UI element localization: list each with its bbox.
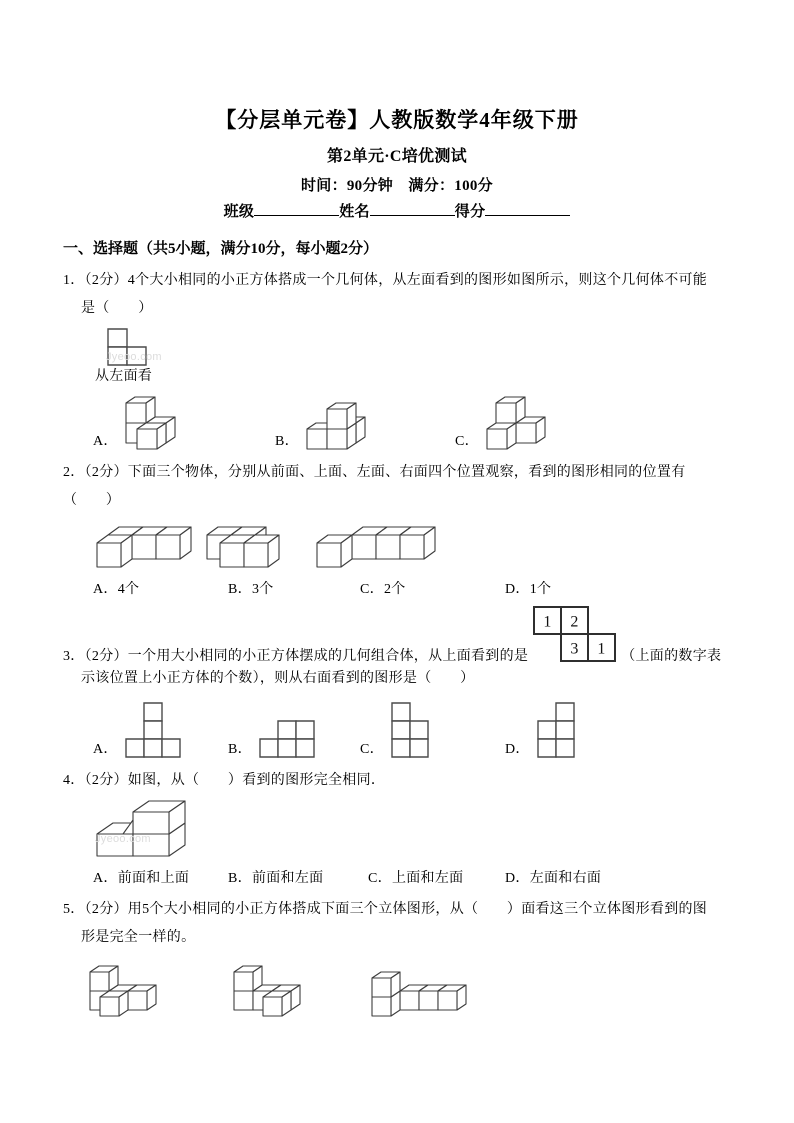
q4-option-b[interactable] (228, 869, 323, 888)
question-3 (63, 605, 731, 759)
cube-figure-a (124, 395, 177, 451)
q2-option-c[interactable] (360, 580, 406, 599)
view-grid-figure-a (124, 701, 182, 759)
q3-text-after-figure: （上面的数字表 (621, 649, 722, 664)
q2-option-d[interactable] (505, 580, 551, 599)
option-d-label: D． (505, 742, 530, 757)
score-label: 得分 (454, 204, 486, 220)
q1-options (63, 393, 731, 451)
cube-figure-c (485, 395, 547, 451)
time-score-line: 时间：90分钟 满分：100分 (300, 178, 493, 194)
q2-object-1-figure (95, 525, 193, 569)
q1-figure-caption: 从左面看 (95, 369, 153, 384)
q1-option-a[interactable] (93, 395, 177, 451)
q4-options (63, 864, 731, 888)
q2-figures (63, 519, 731, 569)
q4-figure-wrap (95, 799, 215, 858)
q1-option-b[interactable] (275, 401, 367, 451)
option-c-label: C．上面和左面 (368, 871, 464, 886)
q5-solid-3-figure (370, 970, 468, 1018)
q2-option-a[interactable] (93, 580, 139, 599)
q1-option-c[interactable] (455, 395, 547, 451)
option-c-label: C． (455, 434, 479, 449)
q4-option-d[interactable] (505, 869, 601, 888)
view-grid-figure-b (258, 719, 316, 759)
option-c-label: C．2个 (360, 582, 406, 597)
q3-option-d[interactable] (505, 701, 576, 759)
option-d-label: D．1个 (505, 582, 552, 597)
name-blank[interactable] (370, 200, 455, 216)
left-view-grid-figure (106, 327, 226, 367)
svg-text:3: 3 (570, 640, 579, 658)
q3-text-line1 (63, 605, 731, 665)
q5-figures (63, 956, 731, 1018)
top-view-number-grid-figure (532, 605, 617, 663)
q3-option-b[interactable] (228, 719, 316, 759)
svg-text:1: 1 (597, 640, 606, 658)
option-a-label: A．4个 (93, 582, 140, 597)
name-label: 姓名 (339, 204, 370, 220)
q4-option-c[interactable] (368, 869, 463, 888)
q3-text-before-figure: 3．（2分）一个用大小相同的小正方体摆成的几何组合体，从上面看到的是 (63, 649, 529, 664)
q4-cube-figure (95, 799, 215, 858)
q3-options (63, 699, 731, 759)
option-b-label: B．3个 (228, 582, 274, 597)
q2-text: 2．（2分）下面三个物体，分别从前面、上面、左面、右面四个位置观察，看到的图形相同的位置有（ ） (63, 465, 686, 508)
option-b-label: B． (228, 742, 252, 757)
score-blank[interactable] (485, 200, 570, 216)
q2-option-b[interactable] (228, 580, 274, 599)
view-grid-figure-d (536, 701, 576, 759)
watermark: Jyeoo.com (106, 351, 162, 363)
question-5 (63, 896, 731, 1018)
option-c-label: C． (360, 742, 384, 757)
watermark: Jyeoo.com (95, 833, 151, 845)
q2-object-2-figure (205, 525, 281, 569)
q5-solid-2-figure (232, 964, 302, 1018)
option-a-label: A． (93, 742, 118, 757)
question-2 (63, 459, 731, 599)
class-label: 班级 (223, 204, 255, 220)
class-blank[interactable] (254, 200, 339, 216)
q3-option-c[interactable] (360, 701, 430, 759)
q3-text-line2: 示该位置上小正方体的个数），则从右面看到的图形是（ ） (81, 671, 475, 686)
q1-text-line1: 1．（2分）4个大小相同的小正方体搭成一个几何体，从左面看到的图形如图所示，则这个几何体不可能 (63, 273, 708, 288)
q5-text-line1: 5．（2分）用5个大小相同的小正方体搭成下面三个立体图形，从（ ）面看这三个立体图形看到的图 (63, 902, 708, 917)
question-1 (63, 267, 731, 451)
option-d-label: D．左面和右面 (505, 871, 602, 886)
option-b-label: B． (275, 434, 299, 449)
q4-option-a[interactable] (93, 869, 189, 888)
q4-text: 4．（2分）如图，从（ ）看到的图形完全相同． (63, 773, 386, 788)
question-4 (63, 767, 731, 888)
option-a-label: A．前面和上面 (93, 871, 190, 886)
svg-text:2: 2 (570, 613, 579, 631)
option-a-label: A． (93, 434, 118, 449)
section-heading: 一、选择题（共5小题，满分10分，每小题2分） (63, 241, 379, 257)
q3-option-a[interactable] (93, 701, 182, 759)
q5-solid-1-figure (88, 964, 158, 1018)
q1-left-view-figure (106, 327, 226, 367)
q1-text-line2: 是（ ） (81, 301, 153, 316)
q5-text-line2: 形是完全一样的。 (81, 930, 196, 945)
q2-object-3-figure (315, 525, 437, 569)
svg-text:1: 1 (543, 613, 552, 631)
view-grid-figure-c (390, 701, 430, 759)
cube-figure-b (305, 401, 367, 451)
page-subtitle: 第2单元·C培优测试 (327, 148, 467, 165)
page-title: 【分层单元卷】人教版数学4年级下册 (215, 108, 579, 132)
student-info-line (63, 200, 731, 223)
option-b-label: B．前面和左面 (228, 871, 324, 886)
q2-options (63, 575, 731, 599)
